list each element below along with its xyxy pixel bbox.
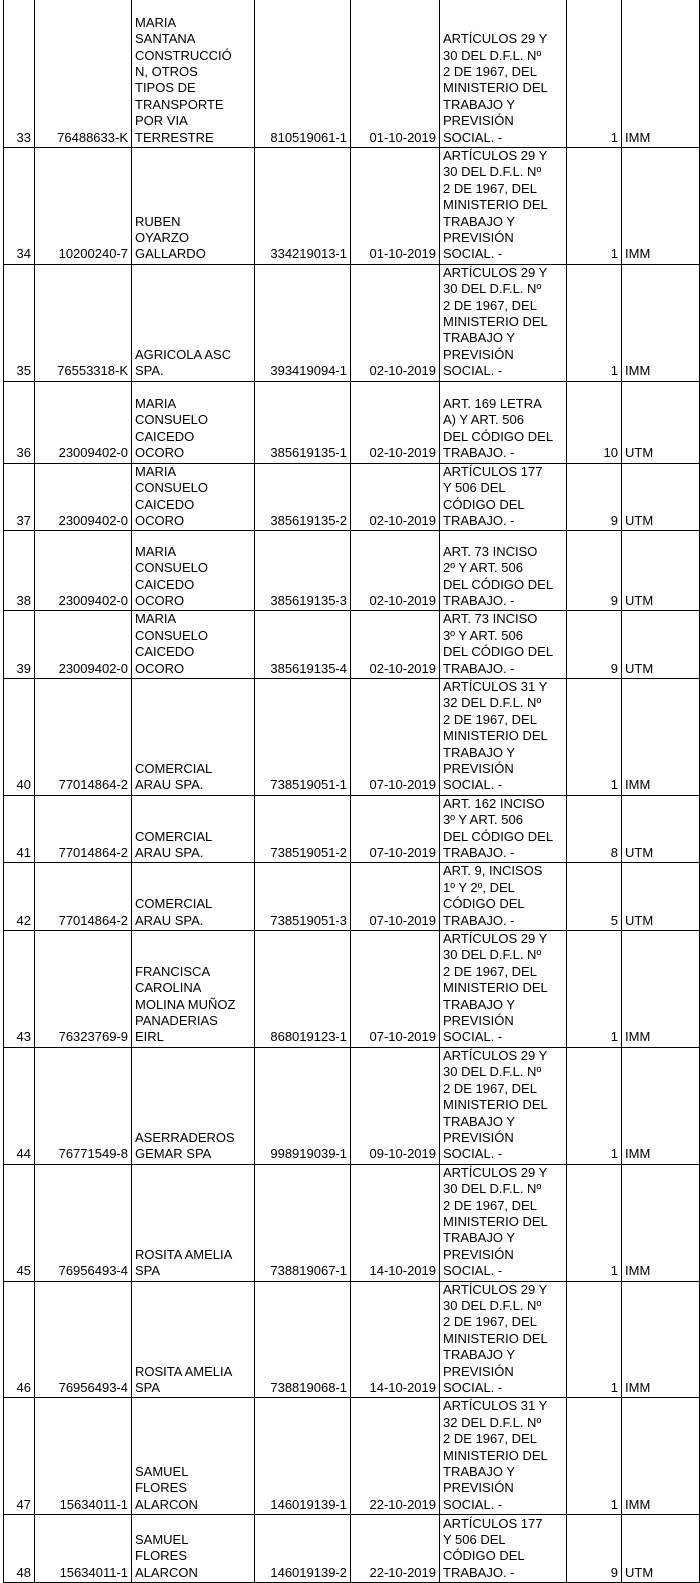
infringed-norm-cell: ARTÍCULOS 29 Y 30 DEL D.F.L. Nº 2 DE 1967, DEL MINISTERIO DEL TRABAJO Y PREVISIÓN SOCIAL. - bbox=[440, 1047, 567, 1164]
fine-unit-cell: IMM bbox=[622, 678, 700, 795]
employer-name-cell: MARIA CONSUELO CAICEDO OCORO bbox=[132, 381, 255, 463]
rut-cell: 23009402-0 bbox=[35, 381, 132, 463]
fine-amount-cell: 1 bbox=[567, 931, 622, 1048]
fine-amount-cell: 10 bbox=[567, 381, 622, 463]
resolution-number-cell: 385619135-4 bbox=[255, 611, 351, 679]
row-number: 44 bbox=[4, 1047, 35, 1164]
date-cell: 01-10-2019 bbox=[351, 0, 440, 148]
infringed-norm-cell: ARTÍCULOS 177 Y 506 DEL CÓDIGO DEL TRABAJO. - bbox=[440, 1515, 567, 1583]
employer-name-cell: COMERCIAL ARAU SPA. bbox=[132, 678, 255, 795]
date-cell: 07-10-2019 bbox=[351, 678, 440, 795]
table-row bbox=[4, 1047, 700, 1164]
infringed-norm-cell: ARTÍCULOS 177 Y 506 DEL CÓDIGO DEL TRABAJO. - bbox=[440, 463, 567, 531]
fine-amount-cell: 9 bbox=[567, 531, 622, 611]
fine-unit-cell: IMM bbox=[622, 1398, 700, 1515]
resolution-number-cell: 738519051-3 bbox=[255, 863, 351, 931]
infringed-norm-cell: ARTÍCULOS 31 Y 32 DEL D.F.L. Nº 2 DE 1967, DEL MINISTERIO DEL TRABAJO Y PREVISIÓN SOCIAL. - bbox=[440, 678, 567, 795]
rut-cell: 15634011-1 bbox=[35, 1515, 132, 1583]
row-number: 35 bbox=[4, 264, 35, 381]
row-number: 39 bbox=[4, 611, 35, 679]
row-number: 42 bbox=[4, 863, 35, 931]
fine-unit-cell: UTM bbox=[622, 611, 700, 679]
table-row bbox=[4, 795, 700, 863]
fine-unit-cell: IMM bbox=[622, 1281, 700, 1398]
date-cell: 09-10-2019 bbox=[351, 1047, 440, 1164]
table-row bbox=[4, 1515, 700, 1583]
employer-name-cell: MARIA SANTANA CONSTRUCCIÓ N, OTROS TIPOS DE TRANSPORTE POR VIA TERRESTRE bbox=[132, 0, 255, 148]
resolution-number-cell: 146019139-2 bbox=[255, 1515, 351, 1583]
date-cell: 02-10-2019 bbox=[351, 264, 440, 381]
table-row bbox=[4, 1281, 700, 1398]
resolution-number-cell: 385619135-3 bbox=[255, 531, 351, 611]
rut-cell: 76956493-4 bbox=[35, 1281, 132, 1398]
fine-amount-cell: 1 bbox=[567, 0, 622, 148]
resolution-number-cell: 810519061-1 bbox=[255, 0, 351, 148]
fine-amount-cell: 1 bbox=[567, 1398, 622, 1515]
fine-unit-cell: UTM bbox=[622, 381, 700, 463]
fine-unit-cell: UTM bbox=[622, 531, 700, 611]
infringed-norm-cell: ARTÍCULOS 29 Y 30 DEL D.F.L. Nº 2 DE 1967, DEL MINISTERIO DEL TRABAJO Y PREVISIÓN SOCIAL. - bbox=[440, 148, 567, 265]
resolution-number-cell: 998919039-1 bbox=[255, 1047, 351, 1164]
table-row bbox=[4, 264, 700, 381]
date-cell: 02-10-2019 bbox=[351, 463, 440, 531]
fine-amount-cell: 1 bbox=[567, 264, 622, 381]
infringed-norm-cell: ARTÍCULOS 29 Y 30 DEL D.F.L. Nº 2 DE 1967, DEL MINISTERIO DEL TRABAJO Y PREVISIÓN SOCIAL. - bbox=[440, 931, 567, 1048]
infringed-norm-cell: ART. 169 LETRA A) Y ART. 506 DEL CÓDIGO DEL TRABAJO. - bbox=[440, 381, 567, 463]
infringed-norm-cell: ARTÍCULOS 29 Y 30 DEL D.F.L. Nº 2 DE 1967, DEL MINISTERIO DEL TRABAJO Y PREVISIÓN SOCIAL. - bbox=[440, 1164, 567, 1281]
table-row bbox=[4, 611, 700, 679]
infringed-norm-cell: ART. 73 INCISO 2º Y ART. 506 DEL CÓDIGO DEL TRABAJO. - bbox=[440, 531, 567, 611]
resolution-number-cell: 738819068-1 bbox=[255, 1281, 351, 1398]
infringed-norm-cell: ART. 162 INCISO 3º Y ART. 506 DEL CÓDIGO DEL TRABAJO. - bbox=[440, 795, 567, 863]
date-cell: 02-10-2019 bbox=[351, 381, 440, 463]
employer-name-cell: ASERRADEROS GEMAR SPA bbox=[132, 1047, 255, 1164]
table-row bbox=[4, 1164, 700, 1281]
rut-cell: 23009402-0 bbox=[35, 531, 132, 611]
employer-name-cell: SAMUEL FLORES ALARCON bbox=[132, 1515, 255, 1583]
fine-amount-cell: 9 bbox=[567, 463, 622, 531]
date-cell: 01-10-2019 bbox=[351, 148, 440, 265]
table-row bbox=[4, 148, 700, 265]
date-cell: 14-10-2019 bbox=[351, 1164, 440, 1281]
table-row bbox=[4, 381, 700, 463]
infringed-norm-cell: ARTÍCULOS 29 Y 30 DEL D.F.L. Nº 2 DE 1967, DEL MINISTERIO DEL TRABAJO Y PREVISIÓN SOCIAL. - bbox=[440, 0, 567, 148]
fine-unit-cell: UTM bbox=[622, 1515, 700, 1583]
row-number: 33 bbox=[4, 0, 35, 148]
employer-name-cell: SAMUEL FLORES ALARCON bbox=[132, 1398, 255, 1515]
resolution-number-cell: 385619135-2 bbox=[255, 463, 351, 531]
rut-cell: 76956493-4 bbox=[35, 1164, 132, 1281]
fine-amount-cell: 9 bbox=[567, 611, 622, 679]
fine-amount-cell: 1 bbox=[567, 1281, 622, 1398]
row-number: 46 bbox=[4, 1281, 35, 1398]
employer-name-cell: RUBEN OYARZO GALLARDO bbox=[132, 148, 255, 265]
employer-name-cell: FRANCISCA CAROLINA MOLINA MUÑOZ PANADERIAS EIRL bbox=[132, 931, 255, 1048]
resolution-number-cell: 146019139-1 bbox=[255, 1398, 351, 1515]
fine-amount-cell: 9 bbox=[567, 1515, 622, 1583]
date-cell: 07-10-2019 bbox=[351, 863, 440, 931]
fine-amount-cell: 5 bbox=[567, 863, 622, 931]
rut-cell: 15634011-1 bbox=[35, 1398, 132, 1515]
infringed-norm-cell: ART. 73 INCISO 3º Y ART. 506 DEL CÓDIGO DEL TRABAJO. - bbox=[440, 611, 567, 679]
rut-cell: 76553318-K bbox=[35, 264, 132, 381]
table-row bbox=[4, 931, 700, 1048]
table-row bbox=[4, 863, 700, 931]
date-cell: 22-10-2019 bbox=[351, 1398, 440, 1515]
infringed-norm-cell: ARTÍCULOS 29 Y 30 DEL D.F.L. Nº 2 DE 1967, DEL MINISTERIO DEL TRABAJO Y PREVISIÓN SOCIAL. - bbox=[440, 264, 567, 381]
row-number: 45 bbox=[4, 1164, 35, 1281]
employer-name-cell: ROSITA AMELIA SPA bbox=[132, 1164, 255, 1281]
rut-cell: 76771549-8 bbox=[35, 1047, 132, 1164]
fine-unit-cell: UTM bbox=[622, 795, 700, 863]
resolution-number-cell: 738519051-2 bbox=[255, 795, 351, 863]
table-row bbox=[4, 0, 700, 148]
date-cell: 14-10-2019 bbox=[351, 1281, 440, 1398]
fine-amount-cell: 1 bbox=[567, 678, 622, 795]
employer-name-cell: MARIA CONSUELO CAICEDO OCORO bbox=[132, 611, 255, 679]
fine-unit-cell: IMM bbox=[622, 931, 700, 1048]
fines-table bbox=[3, 0, 700, 1583]
row-number: 47 bbox=[4, 1398, 35, 1515]
resolution-number-cell: 738519051-1 bbox=[255, 678, 351, 795]
rut-cell: 10200240-7 bbox=[35, 148, 132, 265]
table-row bbox=[4, 678, 700, 795]
rut-cell: 76323769-9 bbox=[35, 931, 132, 1048]
fine-unit-cell: IMM bbox=[622, 148, 700, 265]
fine-unit-cell: UTM bbox=[622, 463, 700, 531]
rut-cell: 77014864-2 bbox=[35, 863, 132, 931]
fine-unit-cell: IMM bbox=[622, 1047, 700, 1164]
fine-unit-cell: IMM bbox=[622, 1164, 700, 1281]
fine-unit-cell: IMM bbox=[622, 0, 700, 148]
table-row bbox=[4, 463, 700, 531]
row-number: 40 bbox=[4, 678, 35, 795]
infringed-norm-cell: ART. 9, INCISOS 1º Y 2º, DEL CÓDIGO DEL TRABAJO. - bbox=[440, 863, 567, 931]
resolution-number-cell: 334219013-1 bbox=[255, 148, 351, 265]
resolution-number-cell: 393419094-1 bbox=[255, 264, 351, 381]
resolution-number-cell: 868019123-1 bbox=[255, 931, 351, 1048]
table-row bbox=[4, 1398, 700, 1515]
rut-cell: 77014864-2 bbox=[35, 678, 132, 795]
row-number: 34 bbox=[4, 148, 35, 265]
infringed-norm-cell: ARTÍCULOS 29 Y 30 DEL D.F.L. Nº 2 DE 1967, DEL MINISTERIO DEL TRABAJO Y PREVISIÓN SOCIAL. - bbox=[440, 1281, 567, 1398]
fine-amount-cell: 1 bbox=[567, 1047, 622, 1164]
row-number: 37 bbox=[4, 463, 35, 531]
employer-name-cell: AGRICOLA ASC SPA. bbox=[132, 264, 255, 381]
employer-name-cell: COMERCIAL ARAU SPA. bbox=[132, 795, 255, 863]
date-cell: 02-10-2019 bbox=[351, 611, 440, 679]
date-cell: 22-10-2019 bbox=[351, 1515, 440, 1583]
row-number: 41 bbox=[4, 795, 35, 863]
employer-name-cell: COMERCIAL ARAU SPA. bbox=[132, 863, 255, 931]
employer-name-cell: ROSITA AMELIA SPA bbox=[132, 1281, 255, 1398]
date-cell: 07-10-2019 bbox=[351, 795, 440, 863]
employer-name-cell: MARIA CONSUELO CAICEDO OCORO bbox=[132, 463, 255, 531]
rut-cell: 77014864-2 bbox=[35, 795, 132, 863]
fine-unit-cell: UTM bbox=[622, 863, 700, 931]
date-cell: 07-10-2019 bbox=[351, 931, 440, 1048]
rut-cell: 76488633-K bbox=[35, 0, 132, 148]
fine-amount-cell: 8 bbox=[567, 795, 622, 863]
infringed-norm-cell: ARTÍCULOS 31 Y 32 DEL D.F.L. Nº 2 DE 1967, DEL MINISTERIO DEL TRABAJO Y PREVISIÓN SOCIAL. - bbox=[440, 1398, 567, 1515]
row-number: 43 bbox=[4, 931, 35, 1048]
rut-cell: 23009402-0 bbox=[35, 463, 132, 531]
employer-name-cell: MARIA CONSUELO CAICEDO OCORO bbox=[132, 531, 255, 611]
date-cell: 02-10-2019 bbox=[351, 531, 440, 611]
fine-unit-cell: IMM bbox=[622, 264, 700, 381]
row-number: 36 bbox=[4, 381, 35, 463]
resolution-number-cell: 738819067-1 bbox=[255, 1164, 351, 1281]
fine-amount-cell: 1 bbox=[567, 148, 622, 265]
fine-amount-cell: 1 bbox=[567, 1164, 622, 1281]
rut-cell: 23009402-0 bbox=[35, 611, 132, 679]
table-row bbox=[4, 531, 700, 611]
row-number: 38 bbox=[4, 531, 35, 611]
resolution-number-cell: 385619135-1 bbox=[255, 381, 351, 463]
row-number: 48 bbox=[4, 1515, 35, 1583]
